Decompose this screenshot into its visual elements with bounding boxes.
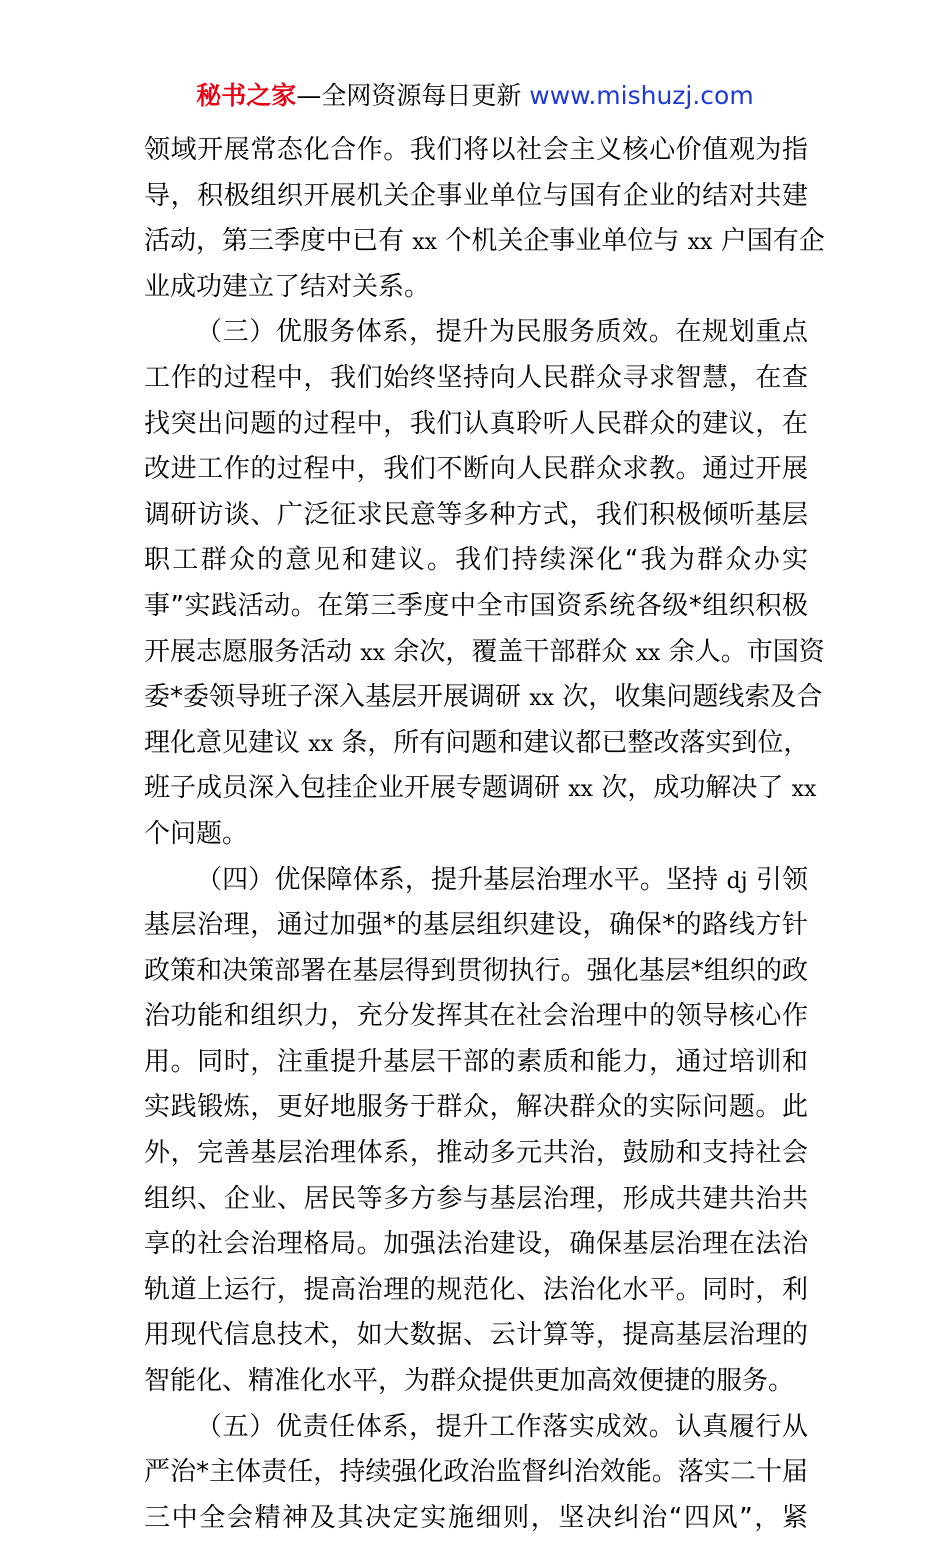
text-line: 事”实践活动。在第三季度中全市国资系统各级*组织积极	[144, 590, 808, 621]
text-line: 委*委领导班子深入基层开展调研 xx 次，收集问题线索及合	[144, 682, 823, 713]
text-line: 职工群众的意见和建议。我们持续深化“我为群众办实	[144, 545, 808, 576]
text-line: 治功能和组织力，充分发挥其在社会治理中的领导核心作	[144, 1001, 808, 1032]
text-line: 工作的过程中，我们始终坚持向人民群众寻求智慧，在查	[144, 362, 808, 393]
text-line: 找突出问题的过程中，我们认真聆听人民群众的建议，在	[144, 408, 808, 439]
text-line: 理化意见建议 xx 条，所有问题和建议都已整改落实到位，	[144, 727, 810, 758]
page-header	[0, 78, 950, 114]
text-line: 改进工作的过程中，我们不断向人民群众求教。通过开展	[144, 454, 808, 485]
site-url[interactable]: www.mishuzj.com	[529, 81, 754, 110]
text-line: 导，积极组织开展机关企事业单位与国有企业的结对共建	[144, 180, 808, 211]
text-line: 外，完善基层治理体系，推动多元共治，鼓励和支持社会	[144, 1138, 808, 1169]
paragraph-first-line: （五）优责任体系，提升工作落实成效。认真履行从	[196, 1411, 808, 1442]
text-line: 领域开展常态化合作。我们将以社会主义核心价值观为指	[144, 135, 808, 165]
text-line: 活动，第三季度中已有 xx 个机关企事业单位与 xx 户国有企	[144, 226, 825, 257]
text-line: 基层治理，通过加强*的基层组织建设，确保*的路线方针	[144, 910, 808, 941]
text-line: 严治*主体责任，持续强化政治监督纠治效能。落实二十届	[144, 1457, 808, 1488]
text-line: 用现代信息技术，如大数据、云计算等，提高基层治理的	[144, 1320, 808, 1351]
text-line: 用。同时，注重提升基层干部的素质和能力，通过培训和	[144, 1046, 808, 1077]
text-line: 组织、企业、居民等多方参与基层治理，形成共建共治共	[144, 1183, 808, 1214]
document-body	[144, 128, 825, 1541]
text-line: 班子成员深入包挂企业开展专题调研 xx 次，成功解决了 xx	[144, 773, 817, 804]
text-line: 三中全会精神及其决定实施细则，坚决纠治“四风”，紧	[144, 1502, 808, 1533]
paragraph-first-line: （四）优保障体系，提升基层治理水平。坚持 dj 引领	[196, 864, 809, 895]
paragraph-first-line: （三）优服务体系，提升为民服务质效。在规划重点	[196, 317, 808, 348]
text-line: 政策和决策部署在基层得到贯彻执行。强化基层*组织的政	[144, 955, 808, 986]
brand-name: 秘书之家	[196, 81, 297, 110]
header-tagline: —全网资源每日更新	[296, 81, 522, 110]
text-line: 实践锻炼，更好地服务于群众，解决群众的实际问题。此	[144, 1092, 808, 1123]
text-line: 享的社会治理格局。加强法治建设，确保基层治理在法治	[144, 1229, 808, 1260]
text-line: 业成功建立了结对关系。	[144, 271, 431, 302]
text-line: 开展志愿服务活动 xx 余次，覆盖干部群众 xx 余人。市国资	[144, 636, 825, 667]
text-line: 调研访谈、广泛征求民意等多种方式，我们积极倾听基层	[144, 499, 808, 530]
text-line: 个问题。	[144, 818, 249, 849]
text-line: 智能化、精准化水平，为群众提供更加高效便捷的服务。	[144, 1366, 795, 1397]
text-line: 轨道上运行，提高治理的规范化、法治化水平。同时，利	[144, 1274, 808, 1305]
